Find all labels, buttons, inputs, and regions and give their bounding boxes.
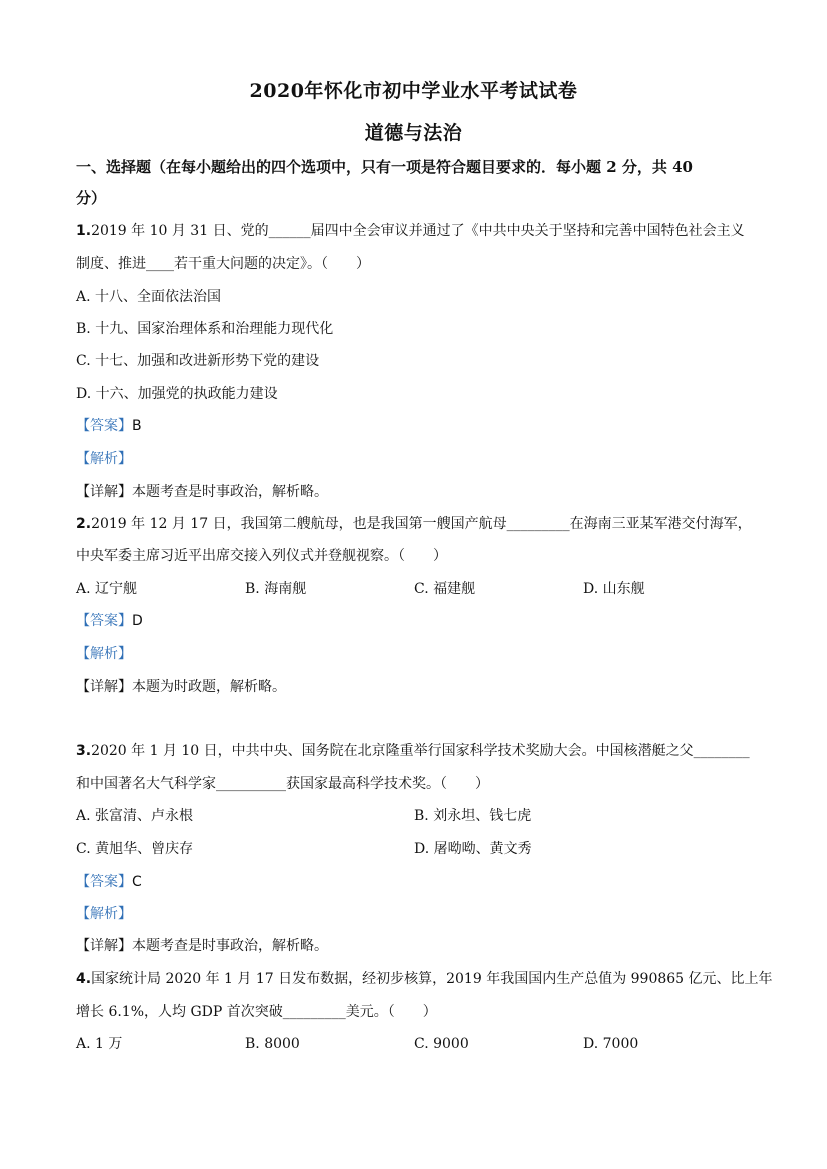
question-1-answer [76,416,756,436]
question-3-stem-line1 [76,741,756,761]
question-2-option-a: A. 辽宁舰 [76,581,138,597]
question-number: 4. [76,971,92,987]
question-2-option-b: B. 海南舰 [245,581,307,597]
question-text: 国家统计局 2020 年 1 月 17 日发布数据，经初步核算，2019 年我国国内生产总值为 990865 亿元、比上年 [91,971,773,987]
exam-title: 2020年怀化市初中学业水平考试试卷 [249,80,578,102]
question-3-stem-line2: 和中国著名大气科学家__________获国家最高科学技术奖。（ ） [76,776,489,792]
detail-tag: 【详解】 [76,484,132,500]
detail-text: 本题考查是时事政治，解析略。 [132,484,328,500]
question-1-option-a: A. 十八、全面依法治国 [76,289,222,305]
question-2-detail [76,677,756,697]
question-4-option-a: A. 1 万 [76,1036,123,1052]
question-2-option-d: D. 山东舰 [583,581,645,597]
question-3-analysis [76,904,756,924]
question-text: 2020 年 1 月 10 日，中共中央、国务院在北京隆重举行国家科学技术奖励大会。中国核潜艇之父________ [91,743,750,759]
question-3-answer [76,872,756,892]
answer-value: D [132,613,143,629]
detail-tag: 【详解】 [76,679,132,695]
question-3-option-b: B. 刘永坦、钱七虎 [414,808,532,824]
detail-text: 本题考查是时事政治，解析略。 [132,938,328,954]
question-2-analysis [76,644,756,664]
analysis-tag: 【解析】 [76,906,132,922]
question-4-stem-line2: 增长 6.1%，人均 GDP 首次突破_________美元。（ ） [76,1004,437,1020]
question-3-option-d: D. 屠呦呦、黄文秀 [414,841,532,857]
question-2-option-c: C. 福建舰 [414,581,476,597]
question-text: 2019 年 10 月 31 日、党的______届四中全会审议并通过了《中共中央关于坚持和完善中国特色社会主义 [91,223,745,239]
question-2-stem-line2: 中央军委主席习近平出席交接入列仪式并登舰视察。（ ） [76,548,447,564]
analysis-tag: 【解析】 [76,646,132,662]
question-number: 1. [76,223,92,239]
answer-value: C [132,874,142,890]
section-heading-line2: 分） [76,189,107,207]
question-text: 2019 年 12 月 17 日，我国第二艘航母，也是我国第一艘国产航母_________在海南三亚某军港交付海军， [91,516,752,532]
answer-value: B [132,418,142,434]
question-4-stem-line1 [76,969,773,989]
section-heading-line1: 一、选择题（在每小题给出的四个选项中，只有一项是符合题目要求的．每小题 2 分，共 40 [76,158,693,176]
question-3-option-c: C. 黄旭华、曾庆存 [76,841,194,857]
question-number: 2. [76,516,92,532]
detail-tag: 【详解】 [76,938,132,954]
question-1-option-c: C. 十七、加强和改进新形势下党的建设 [76,353,320,369]
question-4-option-b: B. 8000 [245,1036,300,1052]
question-2-answer [76,611,756,631]
question-1-stem-line1 [76,221,756,241]
analysis-tag: 【解析】 [76,451,132,467]
question-3-option-a: A. 张富清、卢永根 [76,808,194,824]
question-1-option-b: B. 十九、国家治理体系和治理能力现代化 [76,321,334,337]
question-4-option-c: C. 9000 [414,1036,469,1052]
answer-tag: 【答案】 [76,418,132,434]
question-4-option-d: D. 7000 [583,1036,639,1052]
answer-tag: 【答案】 [76,613,132,629]
question-2-stem-line1 [76,514,756,534]
exam-subject: 道德与法治 [364,122,463,144]
detail-text: 本题为时政题，解析略。 [132,679,286,695]
answer-tag: 【答案】 [76,874,132,890]
question-number: 3. [76,743,92,759]
question-1-stem-line2: 制度、推进____若干重大问题的决定》。（ ） [76,256,370,272]
question-1-analysis [76,449,756,469]
question-3-detail [76,936,756,956]
question-1-option-d: D. 十六、加强党的执政能力建设 [76,386,278,402]
question-1-detail [76,482,756,502]
